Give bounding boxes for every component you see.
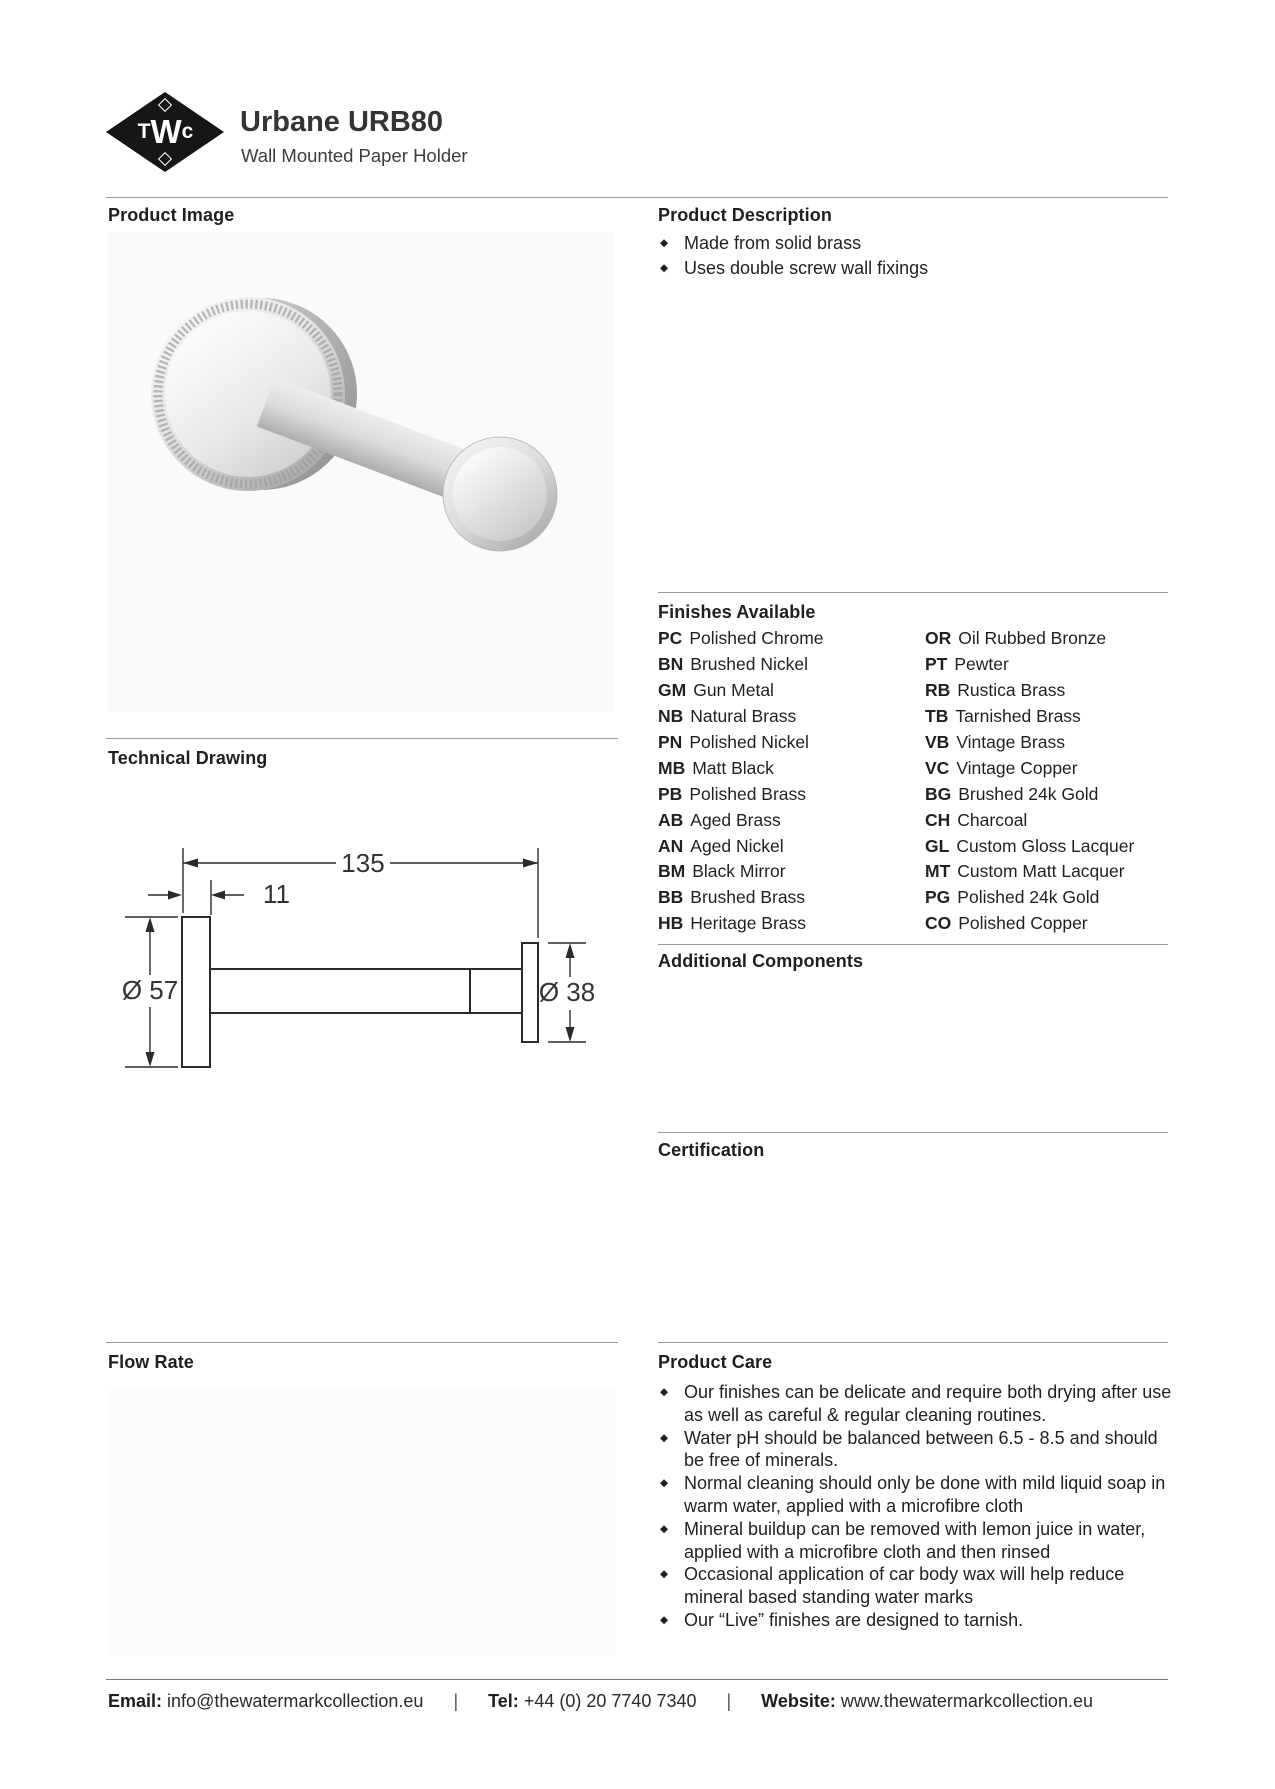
dim-plate-diameter-label: Ø 57	[121, 975, 179, 1005]
finish-name: Polished Copper	[958, 913, 1088, 934]
finish-item	[925, 781, 1134, 807]
certification-divider	[658, 1132, 1168, 1133]
product-render	[108, 232, 615, 712]
finish-code: AN	[658, 835, 684, 856]
dim-length-label: 135	[341, 848, 385, 878]
finish-code: HB	[658, 913, 684, 934]
finish-name: Polished 24k Gold	[957, 887, 1100, 908]
finish-name: Brushed Nickel	[690, 654, 808, 675]
finish-name: Polished Chrome	[689, 628, 824, 649]
care-item	[660, 1427, 1172, 1473]
finish-item	[925, 730, 1134, 756]
finish-item	[658, 730, 824, 756]
finish-item	[925, 704, 1134, 730]
finish-name: Gun Metal	[693, 680, 774, 701]
twc-logo	[106, 92, 224, 172]
finish-code: MT	[925, 861, 951, 882]
finish-code: CH	[925, 809, 951, 830]
additional-components-divider	[658, 944, 1168, 945]
finish-code: BM	[658, 861, 686, 882]
footer-tel-value: +44 (0) 20 7740 7340	[523, 1691, 697, 1711]
finish-item	[658, 859, 824, 885]
finish-name: Rustica Brass	[957, 680, 1066, 701]
finish-code: GL	[925, 835, 950, 856]
finish-name: Heritage Brass	[690, 913, 807, 934]
footer-email-label: Email:	[108, 1691, 163, 1711]
finish-item	[658, 781, 824, 807]
finish-code: NB	[658, 706, 684, 727]
footer-separator: |	[453, 1691, 459, 1711]
finish-name: Natural Brass	[690, 706, 797, 727]
flow-rate-divider	[106, 1342, 618, 1343]
care-text: Mineral buildup can be removed with lemon juice in water, applied with a microfibre cloth and then rinsed	[684, 1518, 1146, 1562]
care-text: Normal cleaning should only be done with mild liquid soap in warm water, applied with a microfibre cloth	[684, 1473, 1166, 1516]
finish-item	[658, 678, 824, 704]
finishes-column-left	[658, 626, 824, 937]
description-text: Made from solid brass	[684, 233, 862, 253]
care-item	[660, 1609, 1172, 1632]
finish-item	[925, 859, 1134, 885]
header-divider	[106, 197, 1168, 198]
bullet-diamond-icon: ◆	[660, 1613, 669, 1626]
finish-name: Aged Brass	[690, 809, 781, 830]
product-care-divider	[658, 1342, 1168, 1343]
finish-item	[925, 755, 1134, 781]
care-item	[660, 1518, 1172, 1564]
finish-item	[658, 807, 824, 833]
logo-text: T W c	[137, 113, 193, 150]
finish-name: Custom Matt Lacquer	[957, 861, 1125, 882]
finish-name: Polished Nickel	[689, 732, 809, 752]
finish-code: PB	[658, 783, 683, 804]
finish-item	[658, 704, 824, 730]
finish-name: Custom Gloss Lacquer	[956, 835, 1135, 856]
finish-item	[925, 626, 1134, 652]
finishes-column-right	[925, 626, 1134, 937]
product-description-list	[660, 231, 1165, 280]
page-subtitle: Wall Mounted Paper Holder	[241, 145, 468, 166]
finish-code: BN	[658, 654, 684, 675]
finish-code: PT	[925, 654, 948, 675]
finish-name: Matt Black	[692, 757, 774, 778]
product-image-panel	[108, 232, 615, 712]
certification-heading: Certification	[658, 1140, 765, 1160]
finish-code: GM	[658, 680, 687, 701]
finish-code: RB	[925, 680, 951, 701]
finish-item	[658, 833, 824, 859]
footer-email-link[interactable]: info@thewatermarkcollection.eu	[167, 1691, 424, 1711]
bullet-diamond-icon: ◆	[660, 1431, 669, 1444]
finish-item	[925, 885, 1134, 911]
finish-name: Brushed 24k Gold	[958, 783, 1099, 804]
finish-code: VC	[925, 757, 950, 778]
flow-rate-panel	[108, 1390, 615, 1655]
technical-drawing-heading: Technical Drawing	[108, 748, 268, 768]
dim-plate-depth-label: 11	[263, 879, 290, 909]
finish-code: VB	[925, 732, 950, 752]
finish-item	[658, 755, 824, 781]
footer	[108, 1691, 1168, 1712]
footer-website-link[interactable]: www.thewatermarkcollection.eu	[840, 1691, 1093, 1711]
finishes-list	[658, 626, 1168, 938]
care-item	[660, 1563, 1172, 1609]
footer-tel-label: Tel:	[488, 1691, 519, 1711]
product-image-heading: Product Image	[108, 205, 235, 225]
finish-code: PN	[658, 732, 683, 752]
finish-name: Vintage Brass	[956, 732, 1065, 752]
finish-code: BG	[925, 783, 952, 804]
care-item	[660, 1381, 1172, 1427]
product-care-heading: Product Care	[658, 1352, 773, 1372]
finish-name: Charcoal	[957, 809, 1028, 830]
care-text: Water pH should be balanced between 6.5 - 8.5 and should be free of minerals.	[684, 1427, 1158, 1471]
finish-name: Tarnished Brass	[955, 706, 1081, 727]
finish-name: Oil Rubbed Bronze	[958, 628, 1107, 649]
bullet-diamond-icon: ◆	[660, 237, 669, 249]
bullet-diamond-icon: ◆	[660, 1568, 669, 1581]
description-item	[660, 231, 1165, 256]
additional-components-heading: Additional Components	[658, 951, 864, 971]
footer-website-label: Website:	[761, 1691, 836, 1711]
finish-code: MB	[658, 757, 686, 778]
product-care-list	[660, 1381, 1172, 1632]
finish-item	[925, 807, 1134, 833]
finish-name: Black Mirror	[692, 861, 786, 882]
bullet-diamond-icon: ◆	[660, 1386, 669, 1398]
finishes-divider	[658, 592, 1168, 593]
care-text: Occasional application of car body wax will help reduce mineral based standing water marks	[684, 1564, 1125, 1608]
finish-item	[658, 885, 824, 911]
product-description-heading: Product Description	[658, 205, 832, 225]
finish-item	[658, 652, 824, 678]
description-text: Uses double screw wall fixings	[684, 257, 929, 278]
finish-code: OR	[925, 628, 952, 649]
description-item	[660, 256, 1165, 281]
technical-drawing	[100, 795, 600, 1085]
bullet-diamond-icon: ◆	[660, 261, 669, 274]
care-text: Our finishes can be delicate and require both drying after use as well as careful & regular cleaning routines.	[684, 1382, 1172, 1425]
technical-drawing-divider	[106, 738, 618, 739]
flow-rate-heading: Flow Rate	[108, 1352, 194, 1372]
finish-item	[925, 678, 1134, 704]
care-text: Our “Live” finishes are designed to tarnish.	[684, 1609, 1024, 1630]
finish-name: Polished Brass	[689, 783, 807, 804]
footer-divider	[106, 1679, 1168, 1680]
finish-item	[658, 911, 824, 937]
finish-code: CO	[925, 913, 952, 934]
finish-code: TB	[925, 706, 949, 727]
finish-name: Brushed Brass	[690, 887, 806, 908]
bullet-diamond-icon: ◆	[660, 1522, 669, 1535]
footer-separator: |	[726, 1691, 732, 1711]
finish-code: PG	[925, 887, 951, 908]
finish-item	[925, 652, 1134, 678]
finish-item	[925, 911, 1134, 937]
finish-item	[925, 833, 1134, 859]
finish-name: Vintage Copper	[956, 757, 1078, 778]
finishes-heading: Finishes Available	[658, 602, 816, 622]
finish-name: Aged Nickel	[690, 835, 784, 856]
finish-code: AB	[658, 809, 684, 830]
finish-code: PC	[658, 628, 683, 649]
page-title: Urbane URB80	[240, 106, 444, 138]
finish-code: BB	[658, 887, 684, 908]
care-item	[660, 1472, 1172, 1518]
dim-roll-diameter-label: Ø 38	[538, 977, 596, 1007]
finish-item	[658, 626, 824, 652]
bullet-diamond-icon: ◆	[660, 1477, 669, 1490]
finish-name: Pewter	[954, 654, 1009, 675]
